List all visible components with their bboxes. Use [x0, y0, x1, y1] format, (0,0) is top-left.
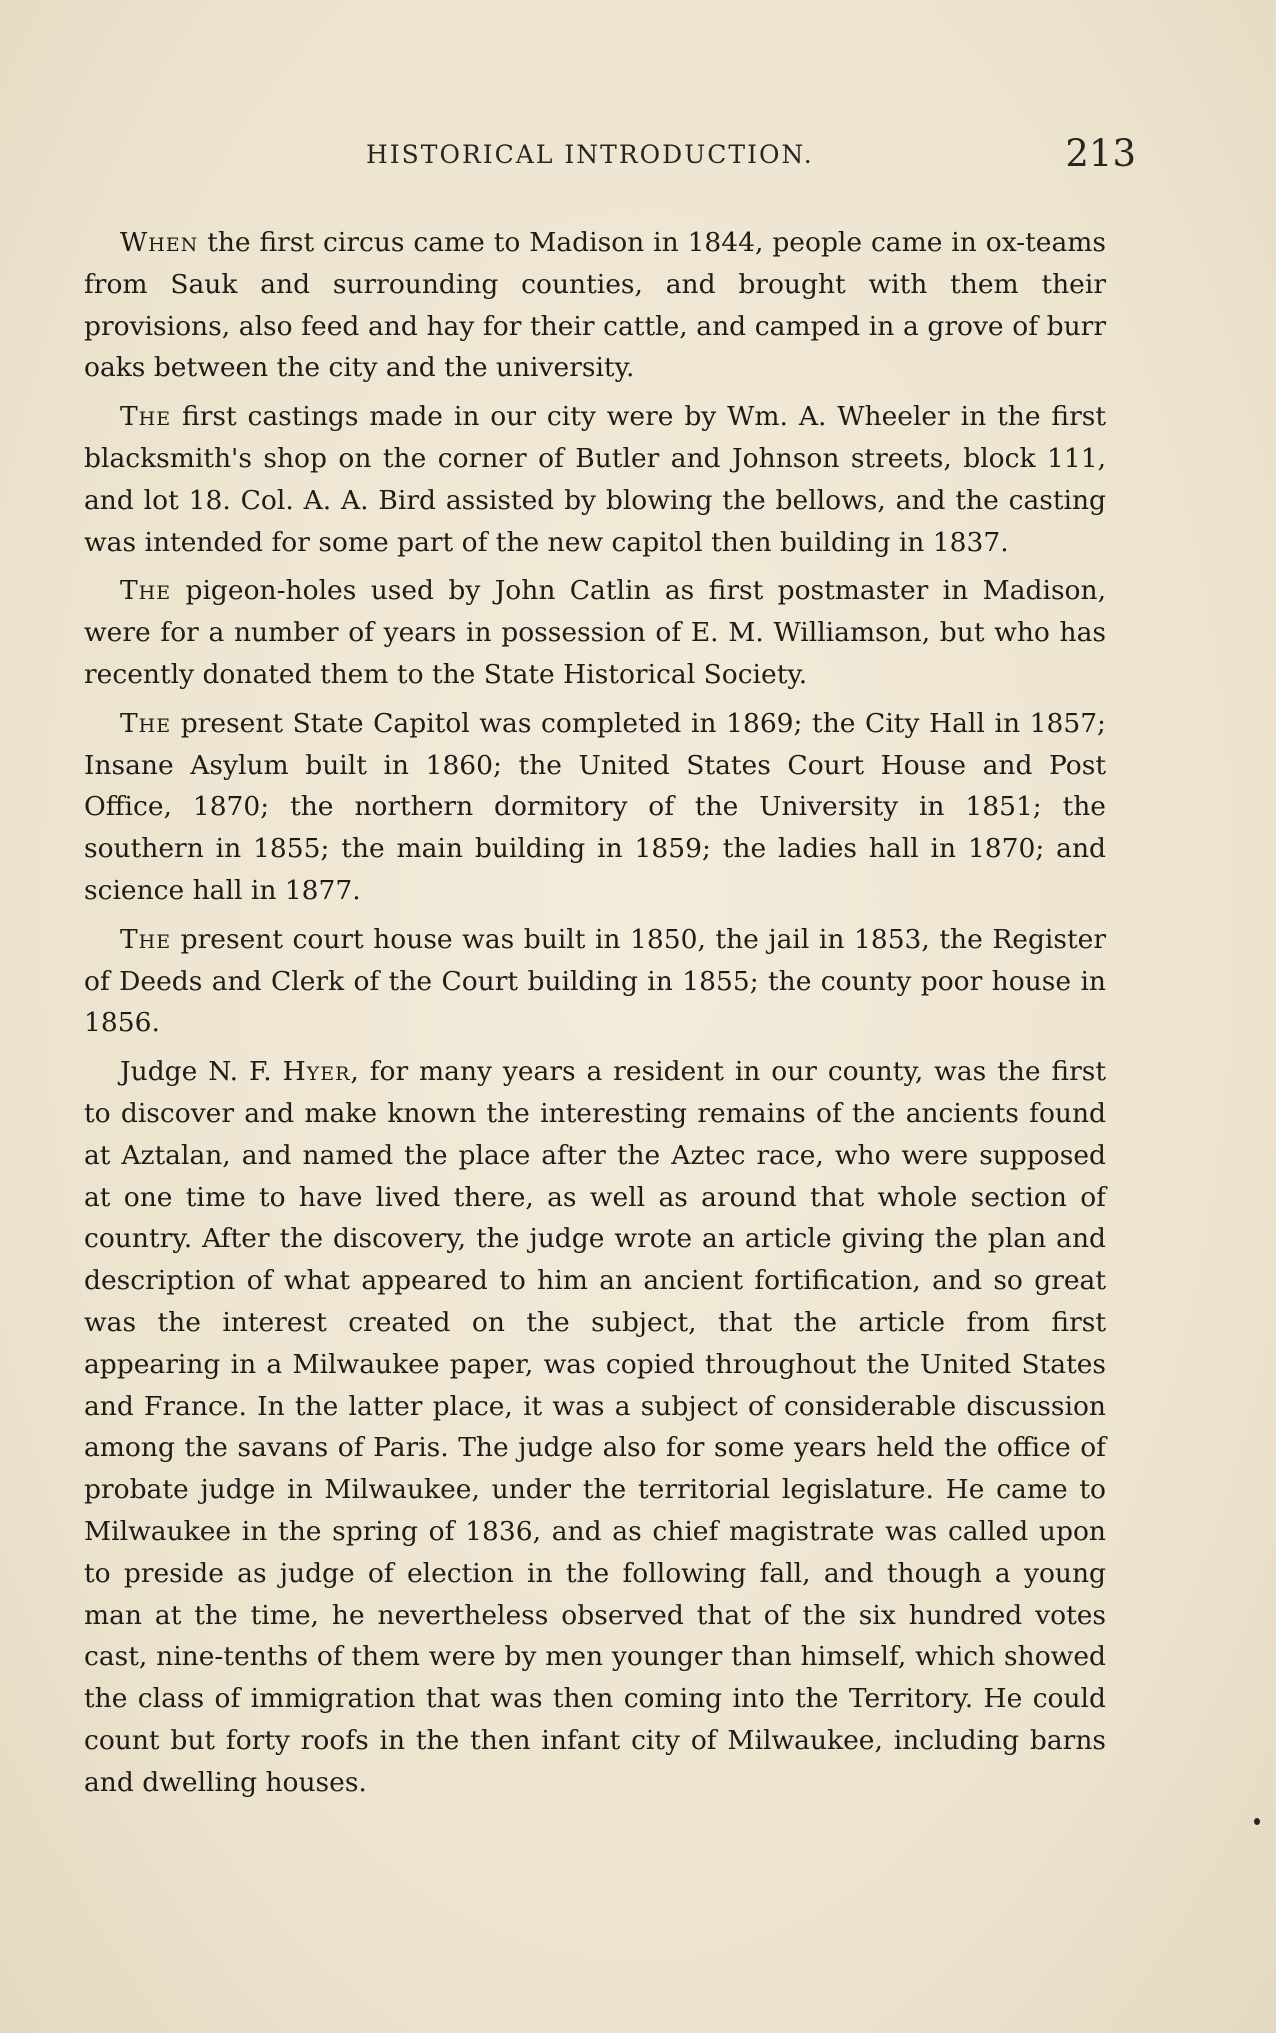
paragraph-lead-word: The [120, 707, 172, 739]
paragraph-text: present court house was built in 1850, the jail in 1853, the Register of Deeds and Clerk of the Court building in 1855; the county poor house in 1856. [84, 923, 1106, 1039]
paragraph-text: the first circus came to Madison in 1844, people came in ox-teams from Sauk and surrounding counties, and brought with them their provisions, also feed and hay for their cattle, and camped in a grove of burr oaks between the city and the university. [84, 227, 1106, 384]
paragraph-judge-hyer [84, 1051, 1106, 1803]
paragraph-pigeon-holes [84, 570, 1106, 695]
paragraph-text: first castings made in our city were by Wm. A. Wheeler in the first blacksmith's shop on the corner of Butler and Johnson streets, block 111, and lot 18. Col. A. A. Bird assisted by blowing the bellows, and the casting was intended for some part of the new capitol then building in 1837. [84, 401, 1106, 558]
paragraph-castings [84, 396, 1106, 563]
page-number: 213 [1065, 132, 1136, 175]
person-name: Hyer [282, 1056, 351, 1088]
paragraph-court-house [84, 919, 1106, 1044]
paragraph-lead-word: The [120, 575, 172, 607]
body-text [84, 222, 1106, 1810]
paragraph-text: , for many years a resident in our county, was the first to discover and make known the interesting remains of the ancients found at Aztalan, and named the place after the Aztec race, who were supposed at one time to have lived there, as well as around that whole section of country. After the discovery, the judge wrote an article giving the plan and description of what appeared to him an ancient fortification, and so great was the interest created on the subject, that the article from first appearing in a Milwaukee paper, was copied throughout the United States and France. In the latter place, it was a subject of considerable discussion among the savans of Paris. The judge also for some years held the office of probate judge in Milwaukee, under the territorial legislature. He came to Milwaukee in the spring of 1836, and as chief magistrate was called upon to preside as judge of election in the following fall, and though a young man at the time, he nevertheless observed that of the six hundred votes cast, nine-tenths of them were by men younger than himself, which showed the class of immigration that was then coming into the Territory. He could count but forty roofs in the then infant city of Milwaukee, including barns and dwelling houses. [84, 1056, 1107, 1798]
paragraph-capitol [84, 703, 1106, 912]
paragraph-circus [84, 222, 1106, 389]
paragraph-text: pigeon-holes used by John Catlin as first postmaster in Madison, were for a number of years in possession of E. M. Williamson, but who has recently donated them to the State Historical Society. [84, 575, 1106, 690]
paragraph-lead-word: When [120, 227, 199, 258]
paragraph-text-prefix: Judge N. F. [120, 1056, 283, 1088]
ink-speck [1254, 1818, 1260, 1825]
running-head: HISTORICAL INTRODUCTION. [366, 140, 814, 169]
paragraph-text: present State Capitol was completed in 1869; the City Hall in 1857; Insane Asylum built in 1860; the United States Court House and Post Office, 1870; the northern dormitory of the University in 1851; the southern in 1855; the main building in 1859; the ladies hall in 1870; and science hall in 1877. [84, 707, 1106, 906]
paragraph-lead-word: The [120, 401, 172, 433]
page-header [366, 132, 1136, 182]
paragraph-lead-word: The [120, 923, 172, 955]
